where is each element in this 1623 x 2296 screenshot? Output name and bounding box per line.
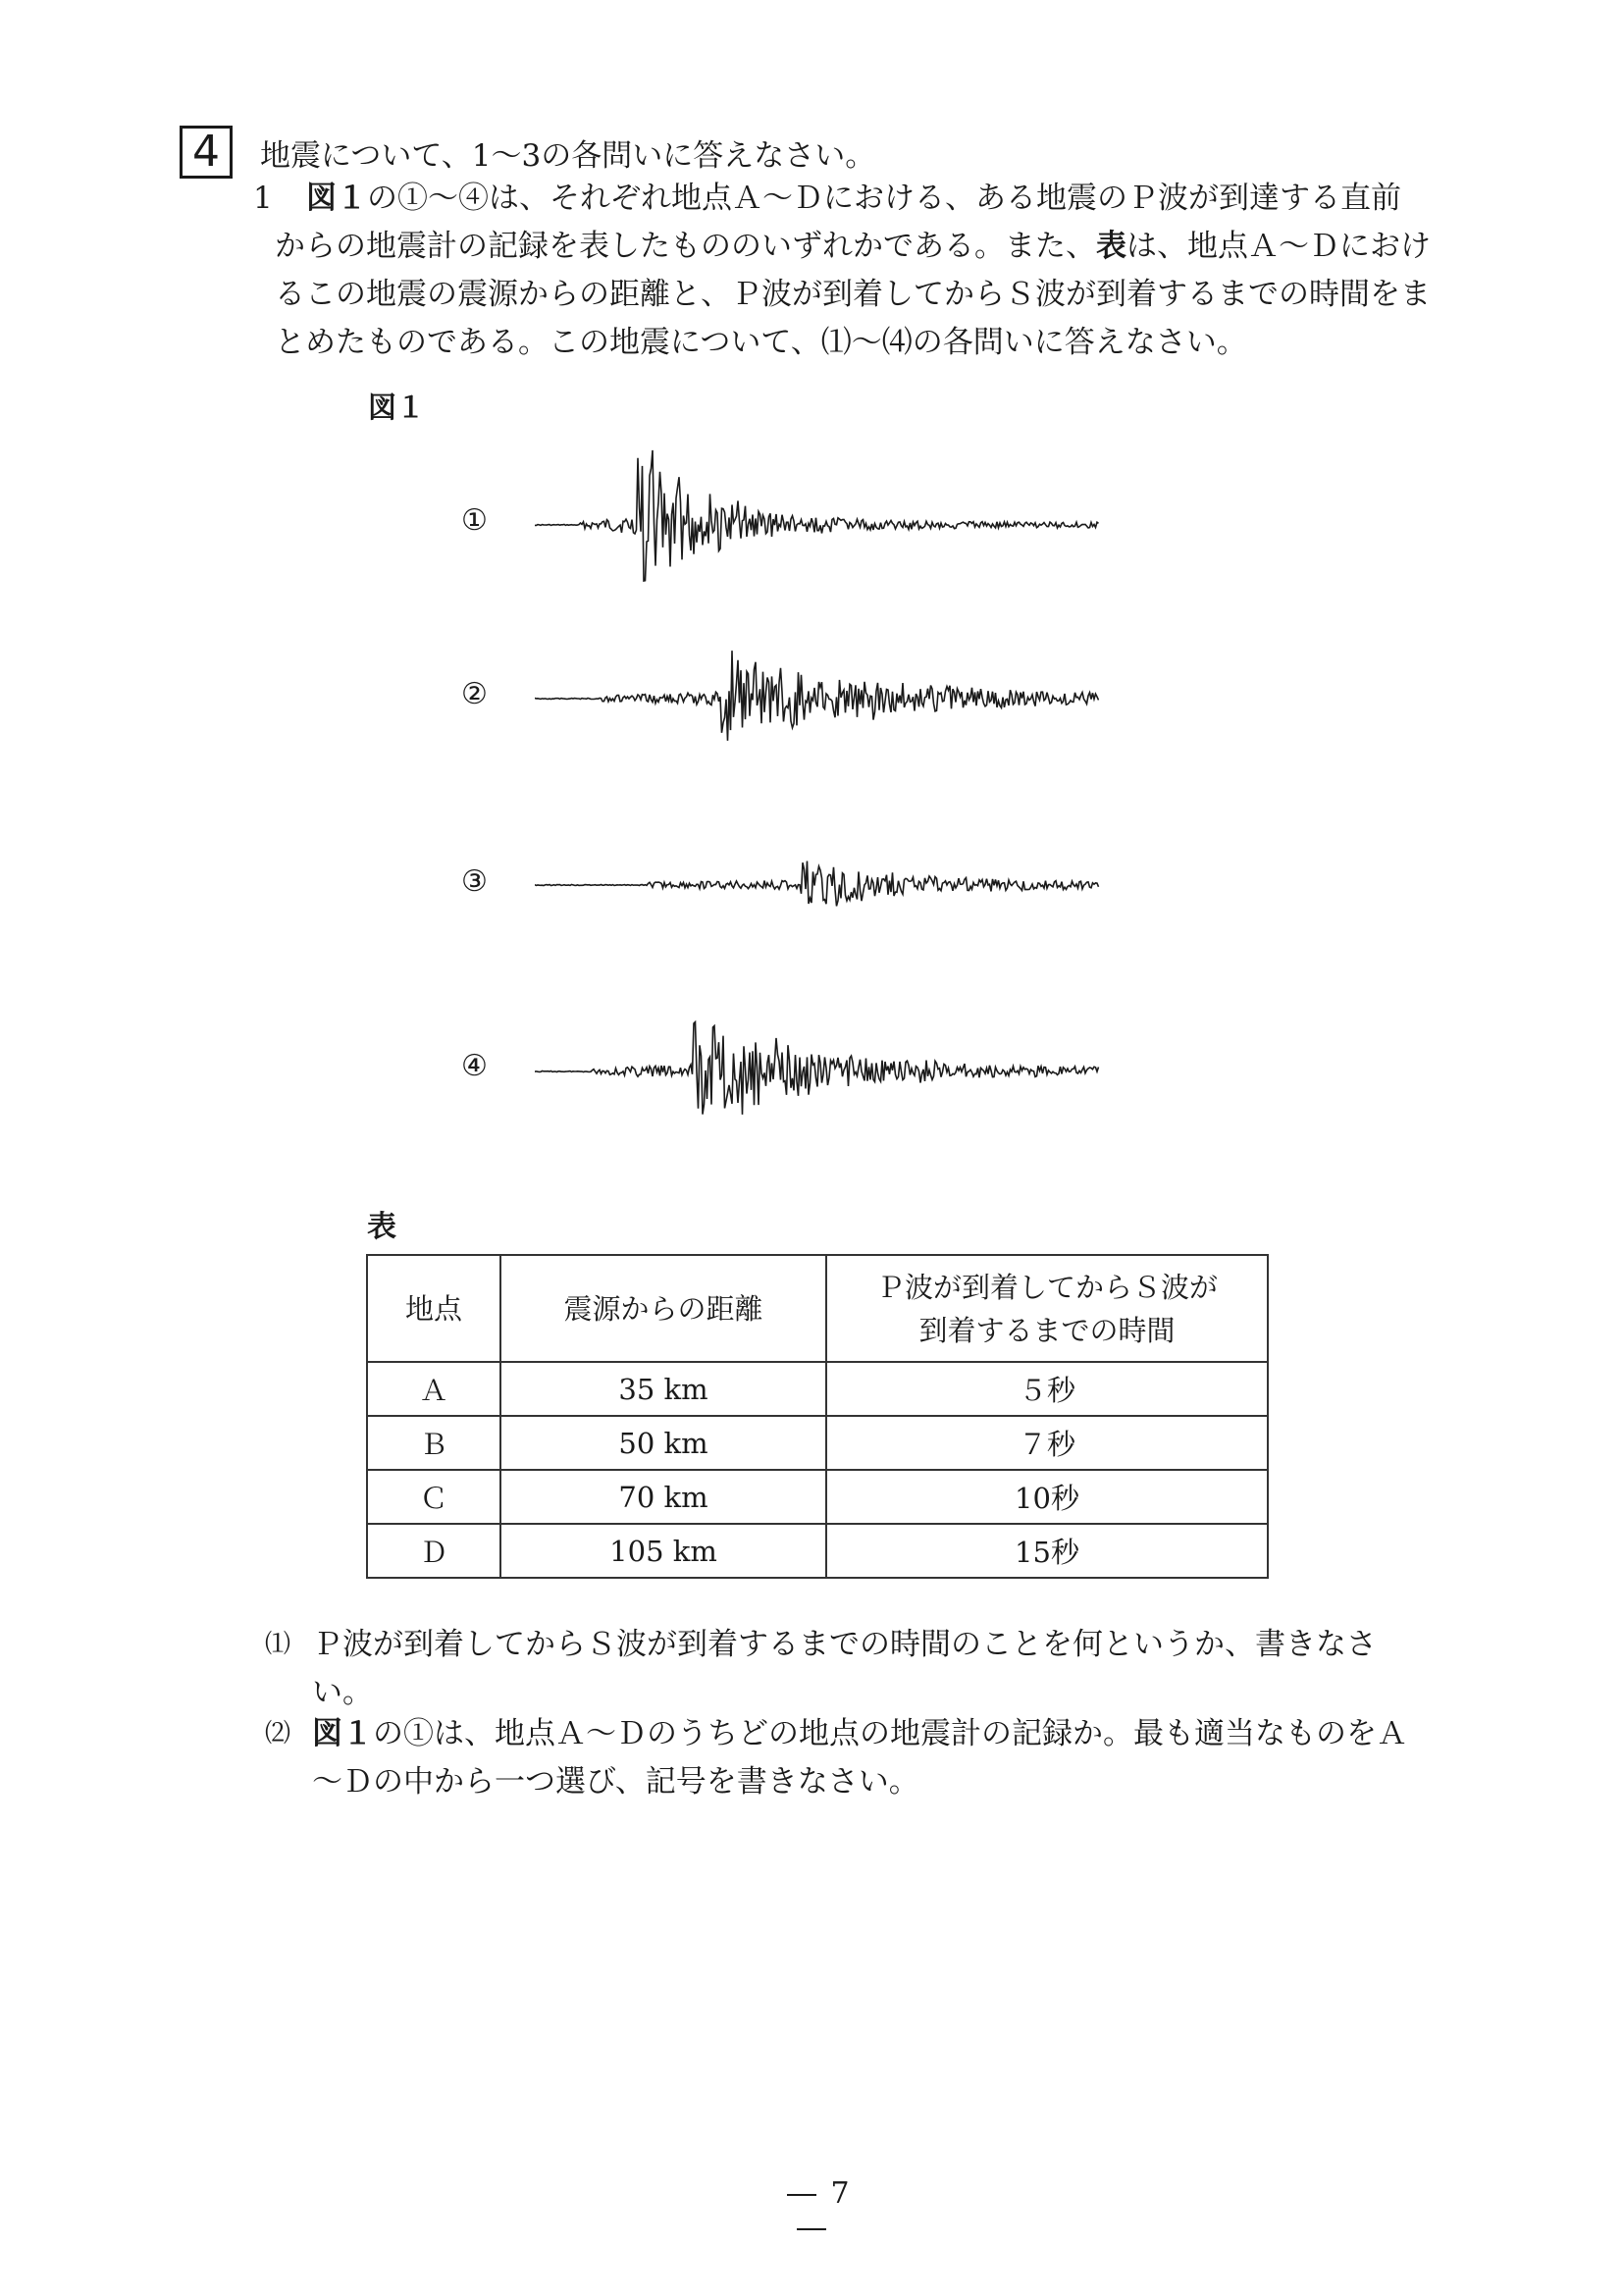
table-row: [367, 1362, 1268, 1416]
cell-distance: 35 km: [500, 1362, 826, 1416]
seismogram-2-trace: [535, 651, 1099, 741]
page-number-value: 7: [830, 2176, 850, 2211]
header-time: [826, 1255, 1268, 1362]
table-header-row: [367, 1255, 1268, 1362]
sub-question-2-text: [312, 1710, 1423, 1806]
seismogram-3-trace: [535, 861, 1099, 907]
cell-point: Ｃ: [367, 1470, 500, 1524]
cell-time: ５秒: [826, 1362, 1268, 1416]
item-1-text-b: は、地点Ａ～Ｄにおけるこの地震の震源からの距離と、Ｐ波が到着してからＳ波が到着するまでの時間をまとめたものである。この地震について、⑴～⑷の各問いに答えなさい。: [275, 229, 1431, 360]
cell-point: Ｄ: [367, 1524, 500, 1578]
item-1-number: 1: [253, 181, 273, 216]
sub-question-1-number: ⑴: [265, 1630, 291, 1659]
record-label-2: ②: [461, 677, 488, 711]
figure-ref-2: 図１: [312, 1716, 373, 1751]
question-intro: 地震について、1～3の各問いに答えなさい。: [260, 138, 876, 174]
cell-time: ７秒: [826, 1416, 1268, 1470]
record-label-3: ③: [461, 864, 488, 899]
cell-time: 15秒: [826, 1524, 1268, 1578]
cell-point: Ｂ: [367, 1416, 500, 1470]
seismogram-4-trace: [535, 1022, 1099, 1115]
page-number: [746, 2176, 877, 2245]
header-distance: 震源からの距離: [500, 1255, 826, 1362]
item-1: [253, 175, 1431, 367]
table-row: [367, 1470, 1268, 1524]
sub-question-1-text: Ｐ波が到着してからＳ波が到着するまでの時間のことを何というか、書きなさい。: [312, 1627, 1377, 1710]
table-ref: 表: [1096, 229, 1126, 264]
cell-distance: 105 km: [500, 1524, 826, 1578]
header-point: 地点: [367, 1255, 500, 1362]
question-number-box: 4: [180, 126, 233, 179]
cell-distance: 70 km: [500, 1470, 826, 1524]
figure-label: 図１: [368, 391, 426, 424]
table-row: [367, 1524, 1268, 1578]
table-label: 表: [367, 1210, 396, 1244]
seismogram-figure: [535, 412, 1114, 1138]
cell-point: Ａ: [367, 1362, 500, 1416]
cell-time: 10秒: [826, 1470, 1268, 1524]
cell-distance: 50 km: [500, 1416, 826, 1470]
sub-question-2-body: の①は、地点Ａ～Ｄのうちどの地点の地震計の記録か。最も適当なものをＡ～Ｄの中から一つ選び、記号を書きなさい。: [312, 1716, 1407, 1800]
sub-question-2-number: ⑵: [265, 1719, 291, 1748]
header-time-line1: Ｐ波が到着してからＳ波が: [875, 1270, 1218, 1304]
item-1-text: [275, 175, 1431, 367]
record-label-4: ④: [461, 1049, 488, 1083]
figure-ref: 図１: [306, 181, 367, 216]
item-1-text-a: の①～④は、それぞれ地点Ａ～Ｄにおける、ある地震のＰ波が到達する直前からの地震計の記録を表したもののいずれかである。また、: [275, 181, 1401, 264]
header-time-line2: 到着するまでの時間: [918, 1313, 1176, 1347]
record-label-1: ①: [461, 503, 488, 538]
distance-table: [366, 1254, 1269, 1579]
seismogram-1-trace: [535, 450, 1099, 581]
table-row: [367, 1416, 1268, 1470]
sub-question-2: [265, 1710, 1423, 1806]
sub-question-1: [265, 1621, 1423, 1717]
